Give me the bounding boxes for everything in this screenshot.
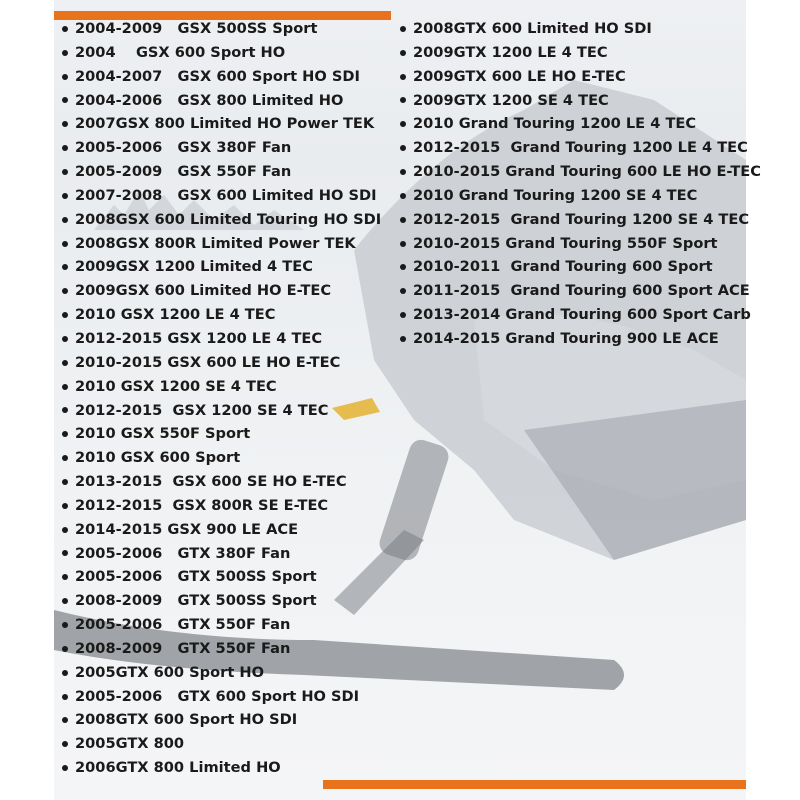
model-list-item [62, 17, 381, 41]
model-name: 2010 GSX 550F Sport [75, 425, 251, 443]
bullet-icon [62, 550, 68, 556]
model-name: 2007-2008 GSX 600 Limited HO SDI [75, 186, 377, 204]
model-name: 2008-2009 GTX 500SS Sport [75, 592, 317, 610]
model-name: 2004-2007 GSX 600 Sport HO SDI [75, 67, 360, 85]
model-name: 2010 GSX 1200 SE 4 TEC [75, 377, 277, 395]
bullet-icon [400, 312, 406, 318]
model-name: 2010-2015 Grand Touring 600 LE HO E-TEC [413, 163, 761, 181]
model-name: 2008GTX 600 Limited HO SDI [413, 20, 652, 37]
bullet-icon [400, 97, 406, 103]
bullet-icon [62, 717, 68, 723]
model-name: 2014-2015 GSX 900 LE ACE [75, 520, 299, 538]
model-name: 2007GSX 800 Limited HO Power TEK [75, 115, 375, 133]
model-name: 2009GTX 1200 SE 4 TEC [413, 91, 609, 109]
model-name: 2012-2015 GSX 1200 LE 4 TEC [75, 329, 323, 347]
model-list-item [400, 17, 761, 41]
model-list-item [400, 65, 761, 89]
model-name: 2012-2015 Grand Touring 1200 SE 4 TEC [413, 210, 750, 228]
model-list-item [400, 136, 761, 160]
model-name: 2004-2009 GSX 500SS Sport [75, 20, 318, 37]
model-name: 2004-2006 GSX 800 Limited HO [75, 91, 344, 109]
bullet-icon [400, 74, 406, 80]
model-name: 2006GTX 800 Limited HO [75, 759, 281, 777]
model-name: 2010 GSX 1200 LE 4 TEC [75, 306, 276, 324]
model-list-item [62, 589, 381, 613]
bullet-icon [400, 169, 406, 175]
model-name: 2009GTX 600 LE HO E-TEC [413, 67, 626, 85]
bullet-icon [62, 455, 68, 461]
bullet-icon [62, 336, 68, 342]
bullet-icon [400, 217, 406, 223]
model-name: 2010 Grand Touring 1200 LE 4 TEC [413, 115, 697, 133]
model-name: 2012-2015 GSX 800R SE E-TEC [75, 496, 329, 514]
model-list-item [62, 708, 381, 732]
model-name: 2005-2006 GTX 600 Sport HO SDI [75, 687, 360, 705]
model-name: 2010-2011 Grand Touring 600 Sport [413, 258, 713, 276]
bullet-icon [62, 479, 68, 485]
model-list-item [400, 184, 761, 208]
model-list-item [62, 351, 381, 375]
model-list-item [400, 89, 761, 113]
model-list-item [62, 208, 381, 232]
bullet-icon [62, 121, 68, 127]
model-list-item [62, 41, 381, 65]
model-name: 2010 Grand Touring 1200 SE 4 TEC [413, 186, 698, 204]
model-list-item [62, 756, 381, 780]
bullet-icon [62, 26, 68, 32]
bullet-icon [62, 288, 68, 294]
model-name: 2008GSX 600 Limited Touring HO SDI [75, 210, 382, 228]
bullet-icon [62, 145, 68, 151]
model-name: 2005-2006 GTX 380F Fan [75, 544, 291, 562]
bullet-icon [62, 74, 68, 80]
model-list-item [400, 112, 761, 136]
model-list-item [400, 279, 761, 303]
bullet-icon [400, 264, 406, 270]
bullet-icon [62, 360, 68, 366]
model-name: 2010 GSX 600 Sport [75, 449, 241, 467]
model-name: 2008-2009 GTX 550F Fan [75, 639, 291, 657]
model-name: 2009GSX 1200 Limited 4 TEC [75, 258, 313, 276]
bullet-icon [62, 670, 68, 676]
model-list-item [62, 112, 381, 136]
bullet-icon [62, 312, 68, 318]
model-name: 2005GTX 800 [75, 735, 185, 753]
bullet-icon [62, 694, 68, 700]
model-list-item [62, 255, 381, 279]
right-model-list [400, 17, 761, 351]
model-name: 2011-2015 Grand Touring 600 Sport ACE [413, 282, 750, 300]
model-list-item [62, 732, 381, 756]
bullet-icon [62, 622, 68, 628]
bullet-icon [400, 193, 406, 199]
model-name: 2010-2015 Grand Touring 550F Sport [413, 234, 718, 252]
bullet-icon [62, 169, 68, 175]
model-list-item [62, 494, 381, 518]
model-list-item [400, 255, 761, 279]
model-name: 2013-2015 GSX 600 SE HO E-TEC [75, 473, 347, 491]
model-list-item [400, 327, 761, 351]
bullet-icon [62, 503, 68, 509]
model-list-item [62, 422, 381, 446]
bullet-icon [400, 50, 406, 56]
model-list-item [62, 303, 381, 327]
bullet-icon [400, 121, 406, 127]
model-name: 2008GSX 800R Limited Power TEK [75, 234, 356, 252]
model-name: 2005-2006 GSX 380F Fan [75, 139, 292, 157]
bullet-icon [62, 431, 68, 437]
model-list-item [62, 542, 381, 566]
model-list-item [62, 136, 381, 160]
model-list-item [400, 303, 761, 327]
model-name: 2012-2015 Grand Touring 1200 LE 4 TEC [413, 139, 748, 157]
bullet-icon [62, 765, 68, 771]
bullet-icon [62, 193, 68, 199]
model-list-item [62, 375, 381, 399]
bullet-icon [62, 527, 68, 533]
model-list-item [62, 446, 381, 470]
bullet-icon [62, 264, 68, 270]
model-list-item [400, 232, 761, 256]
model-list-item [62, 89, 381, 113]
model-name: 2008GTX 600 Sport HO SDI [75, 711, 298, 729]
model-list-item [62, 279, 381, 303]
bullet-icon [62, 97, 68, 103]
bullet-icon [400, 288, 406, 294]
model-list-item [400, 208, 761, 232]
model-name: 2005GTX 600 Sport HO [75, 663, 265, 681]
model-list-item [62, 661, 381, 685]
bullet-icon [62, 407, 68, 413]
model-list-item [62, 518, 381, 542]
bullet-icon [400, 336, 406, 342]
model-name: 2005-2006 GTX 500SS Sport [75, 568, 317, 586]
model-name: 2014-2015 Grand Touring 900 LE ACE [413, 329, 719, 347]
model-list-item [62, 613, 381, 637]
model-list-item [62, 470, 381, 494]
model-list-item [400, 160, 761, 184]
model-list-item [62, 65, 381, 89]
model-name: 2009GTX 1200 LE 4 TEC [413, 43, 608, 61]
bullet-icon [62, 741, 68, 747]
model-list-item [62, 327, 381, 351]
model-list-item [62, 565, 381, 589]
model-name: 2005-2006 GTX 550F Fan [75, 616, 291, 634]
bullet-icon [62, 50, 68, 56]
model-list-item [62, 160, 381, 184]
model-name: 2012-2015 GSX 1200 SE 4 TEC [75, 401, 329, 419]
bullet-icon [62, 217, 68, 223]
bullet-icon [62, 646, 68, 652]
model-list-item [400, 41, 761, 65]
model-name: 2005-2009 GSX 550F Fan [75, 163, 292, 181]
left-model-list [62, 17, 381, 780]
bullet-icon [62, 384, 68, 390]
bullet-icon [400, 241, 406, 247]
model-list-item [62, 399, 381, 423]
model-name: 2009GSX 600 Limited HO E-TEC [75, 282, 332, 300]
model-list-item [62, 685, 381, 709]
bullet-icon [62, 574, 68, 580]
model-name: 2004 GSX 600 Sport HO [75, 43, 286, 61]
bullet-icon [62, 598, 68, 604]
model-list-item [62, 637, 381, 661]
bullet-icon [400, 145, 406, 151]
model-name: 2010-2015 GSX 600 LE HO E-TEC [75, 353, 341, 371]
bullet-icon [62, 241, 68, 247]
model-list-item [62, 184, 381, 208]
bullet-icon [400, 26, 406, 32]
model-name: 2013-2014 Grand Touring 600 Sport Carb [413, 306, 751, 324]
bottom-accent-bar [323, 780, 746, 789]
model-list-item [62, 232, 381, 256]
